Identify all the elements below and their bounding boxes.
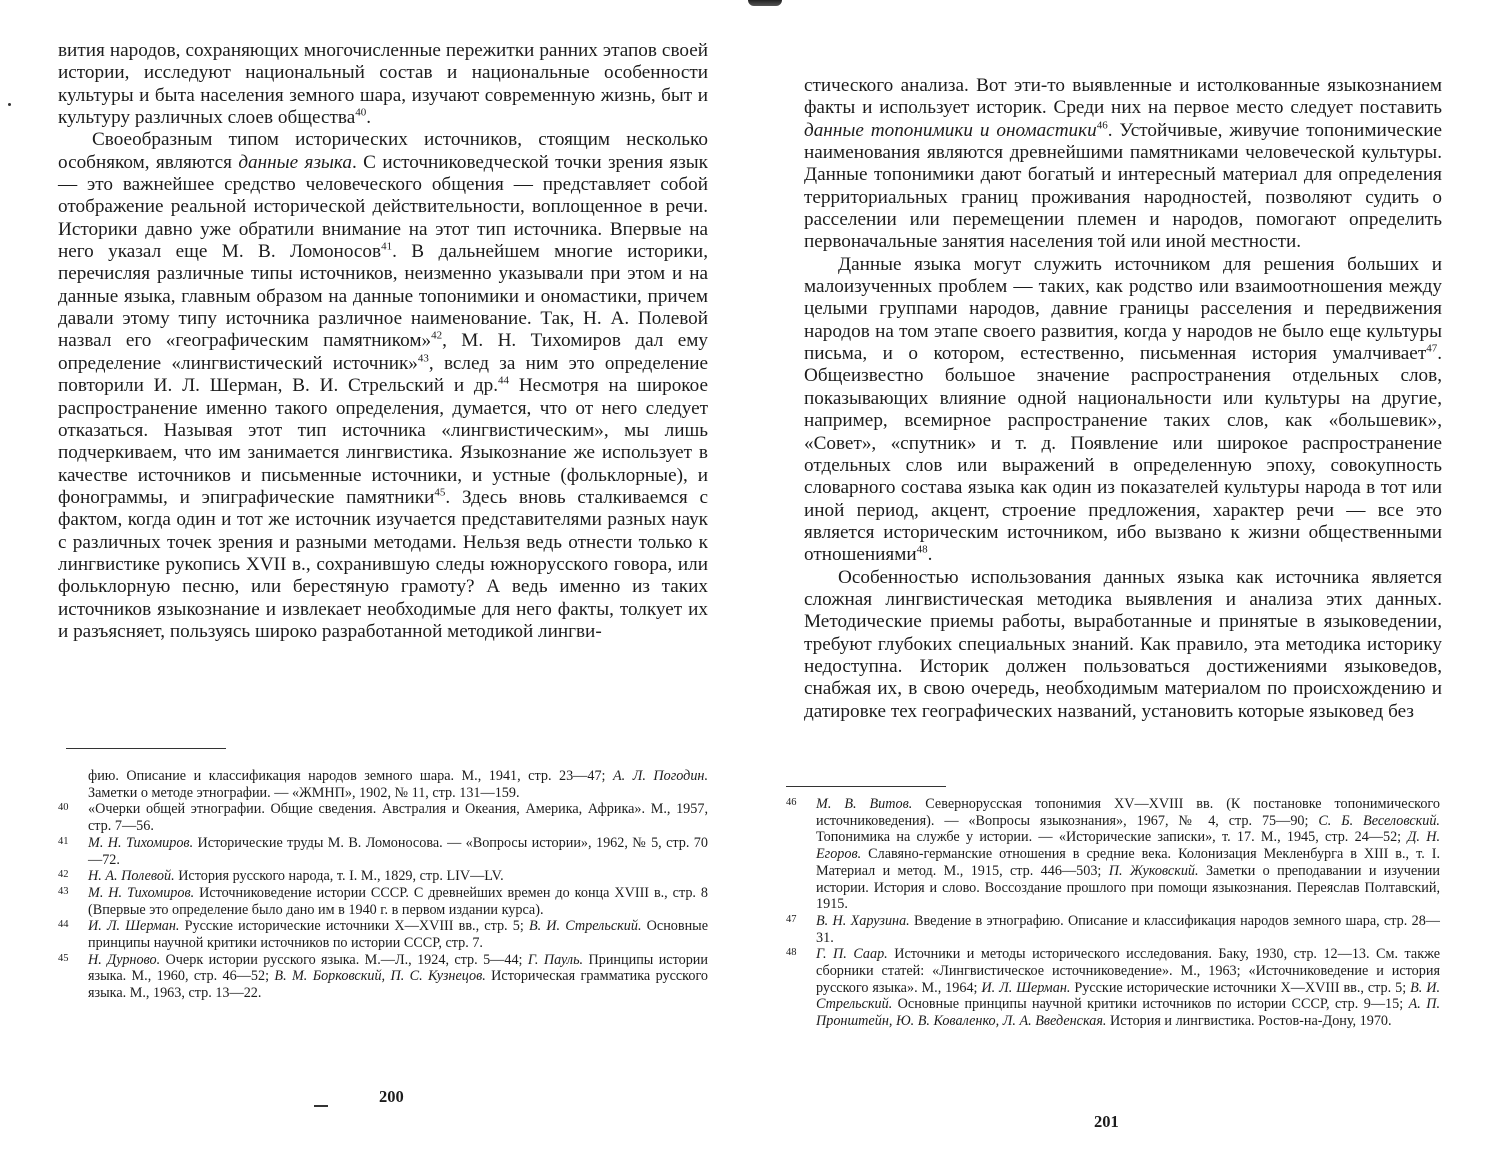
italic-text: В. И. Стрельский. <box>528 918 642 935</box>
footnote-ref: 42 <box>431 330 443 343</box>
italic-text: Г. Пауль. <box>527 951 584 968</box>
footnote-number: 42 <box>58 869 69 881</box>
footnote-ref: 47 <box>1426 342 1438 355</box>
footnote-number: 43 <box>58 885 69 897</box>
italic-text: Д. Н. Егоров. <box>816 829 1440 863</box>
right-main-text <box>804 75 1442 723</box>
footnote-number: 41 <box>58 835 69 847</box>
italic-text: М. В. Витов. <box>816 796 913 812</box>
footnote: 43 М. Н. Тихомиров. Источниковедение истории СССР. С древнейших времен до конца XVIII в., стр. 8 (Впервые это определение было дано им в 1940 г. в первом издании курса). <box>58 884 708 918</box>
footnote-ref: 41 <box>381 240 393 253</box>
italic-text: М. Н. Тихомиров. <box>88 834 194 851</box>
footnote-number: 48 <box>786 947 797 959</box>
footnote-number: 40 <box>58 802 69 814</box>
right-page-number: 201 <box>1094 1112 1119 1131</box>
italic-text: Н. А. Полевой. <box>88 868 175 885</box>
footnote-ref: 48 <box>916 543 928 556</box>
footnote: фию. Описание и классификация народов земного шара. М., 1941, стр. 23—47; А. Л. Погодин. Заметки о методе этнографии. — «ЖМНП», 1902, № 11, стр. 131—159. <box>88 768 708 801</box>
paragraph: Особенностью использования данных языка как источника является сложная лингвистическая методика выявления и анализа этих данных. Методические приемы работы, выработанные и принятые в языковедении, требуют глубоких специальных знаний. Как правило, эта методика историку недоступна. Историк должен пользоваться достижениями языковедов, снабжая их, в свою очередь, необходимым материалом по происхождению и датировке тех географических названий, установить которые языковед без <box>804 566 1442 722</box>
footnote-number: 45 <box>58 952 69 964</box>
footnote-ref: 43 <box>417 352 429 365</box>
footnote-ref: 40 <box>355 106 367 119</box>
italic-text: М. Н. Тихомиров. <box>88 884 195 901</box>
italic-text: В. И. Стрельский. <box>816 979 1440 1013</box>
italic-text: И. Л. Шерман. <box>981 979 1071 996</box>
footnote: 42 Н. А. Полевой. История русского народа, т. I. М., 1829, стр. LIV—LV. <box>58 868 504 885</box>
italic-text: Г. П. Саар. <box>816 946 888 963</box>
left-footnotes <box>58 768 708 1002</box>
footnote: 41 М. Н. Тихомиров. Исторические труды М. В. Ломоносова. — «Вопросы истории», 1962, № 5, стр. 70—72. <box>58 834 708 868</box>
italic-text: данные топонимики и ономастики <box>804 119 1097 141</box>
scan-speck <box>8 103 11 106</box>
italic-text: С. Б. Веселовский. <box>1318 812 1440 829</box>
footnote-number: 47 <box>786 913 797 925</box>
footnote-ref: 46 <box>1096 119 1108 132</box>
paragraph: Данные языка могут служить источником для решения больших и малоизученных проблем — таких, как родство или взаимоотношения между целыми группами народов, давние границы расселения и передвижения народов на том этапе своего развития, когда у народов не было еще культуры письма, и о котором, естественно, письменная история умалчивает$^{47}$. Общеизвестно большое значение распространения отдельных слов, показывающих влияние одной национальности или культуры на другие, например, всемирное распространение таких слов, как «большевик», «Совет», «спутник» и т. д. Появление или широкое распространение отдельных слов или выражений в определенную эпоху, совокупность словарного состава языка как один из показателей культуры народа в тот или иной период, акцент, строение предложения, характер речи — все это является историческим источником, ибо вызвано к жизни общественными отношениями$^{48}$. <box>804 253 1442 566</box>
italic-text: В. Н. Харузина. <box>816 912 910 929</box>
italic-text: Н. Дурново. <box>88 951 161 968</box>
italic-text: В. М. Борковский, П. С. Кузнецов. <box>274 968 486 985</box>
footnote: 48 Г. П. Саар. Источники и методы исторического исследования. Баку, 1930, стр. 12—13. См. также сборники статей: «Лингвистическое источниковедение». М., 1963; «Источниковедение и история русского языка». М., 1964; И. Л. Шерман. Русские исторические источники X—XVIII вв., стр. 5; В. И. Стрельский. Основные принципы научной критики источников по истории СССР, стр. 9—15; А. П. Пронштейн, Ю. В. Коваленко, Л. А. Введенская. История и лингвистика. Ростов-на-Дону, 1970. <box>786 946 1440 1030</box>
footnote: 47 В. Н. Харузина. Введение в этнографию. Описание и классификация народов земного шара, стр. 28—31. <box>786 912 1440 946</box>
footnote-ref: 44 <box>498 374 510 387</box>
left-footnote-rule <box>66 748 226 749</box>
footnote-number: 44 <box>58 919 69 931</box>
left-main-text <box>58 40 708 643</box>
footnote-number: 46 <box>786 797 797 808</box>
paragraph: вития народов, сохраняющих многочисленные пережитки ранних этапов своей истории, исследуют национальный состав и национальные особенности культуры и быта населения земного шара, изучают современную жизнь, быт и культуру различных слоев общества$^{40}$. <box>58 40 708 129</box>
footnote: 40 «Очерки общей этнографии. Общие сведения. Австралия и Океания, Америка, Африка». М., 1957, стр. 7—56. <box>58 801 708 835</box>
footnote-ref: 45 <box>434 486 446 499</box>
paragraph: стического анализа. Вот эти-то выявленные и истолкованные языкознанием факты и использует историк. Среди них на первое место следует поставить данные топонимики и ономастики$^{46}$. Устойчивые, живучие топонимические наименования являются древнейшими памятниками человеческой культуры. Данные топонимики дают богатый и интересный материал для определения территориальных границ проживания народностей, позволяют судить о расселении или перемещении племен и народов, помогают определить первоначальные занятия населения той или иной местности. <box>804 75 1443 253</box>
footnote: 44 И. Л. Шерман. Русские исторические источники X—XVIII вв., стр. 5; В. И. Стрельский. Основные принципы научной критики источников по истории СССР, стр. 7. <box>58 918 708 952</box>
italic-text: И. Л. Шерман. <box>88 918 180 935</box>
italic-text: А. П. Пронштейн, Ю. В. Коваленко, Л. А. Введенская. <box>816 996 1440 1030</box>
scan-edge-mark <box>748 0 782 6</box>
paragraph: Своеобразным типом исторических источников, стоящим несколько особняком, являются данные языка. С источниковедческой точки зрения язык — это важнейшее средство человеческого общения — представляет собой отображение реальной исторической действительности, воплощенное в речи. Историки давно уже обратили внимание на этот тип источника. Впервые на него указал еще М. В. Ломоносов$^{41}$. В дальнейшем многие историки, перечисляя различные типы источников, неизменно указывали при этом и на данные языка, главным образом на данные топонимики и ономастики, причем давали этому типу источника различное наименование. Так, Н. А. Полевой назвал его «географическим памятником»$^{42}$, М. Н. Тихомиров дал ему определение «лингвистический источник»$^{43}$, вслед за ним это определение повторили И. Л. Шерман, В. И. Стрельский и др.$^{44}$ Несмотря на широкое распространение именно такого определения, думается, что от него следует отказаться. Называя этот тип источника «лингвистическим», мы лишь подчеркиваем, что им занимается лингвистика. Языкознание же использует в качестве источников и письменные источники, и устные (фольклорные), и фонограммы, и эпиграфические памятники$^{45}$. Здесь вновь сталкиваемся с фактом, когда один и тот же источник изучается представителями разных наук с различных точек зрения и разными методами. Нельзя ведь отнести только к лингвистике рукопись XVII в., сохранившую следы южнорусского говора, или фольклорную песню, или берестяную грамоту? А ведь именно из таких источников языкознание и извлекает необходимые для него факты, толкует их и разъясняет, пользуясь широко разработанной методикой лингви- <box>58 129 709 642</box>
italic-text: П. Жуковский. <box>1108 862 1199 879</box>
footnote: 45 Н. Дурново. Очерк истории русского языка. М.—Л., 1924, стр. 5—44; Г. Пауль. Принципы истории языка. М., 1960, стр. 46—52; В. М. Борковский, П. С. Кузнецов. Историческая грамматика русского языка. М., 1963, стр. 13—22. <box>58 951 709 1002</box>
right-footnote-rule <box>786 786 946 787</box>
left-page-number: 200 <box>379 1087 404 1106</box>
italic-text: А. Л. Погодин. <box>613 768 708 784</box>
right-footnotes <box>786 796 1440 1030</box>
scan-dash-mark <box>314 1105 328 1107</box>
italic-text: данные языка <box>238 151 353 173</box>
footnote: 46 М. В. Витов. Севернорусская топонимия XV—XVIII вв. (К постановке топонимического источниковедения). — «Вопросы языкознания», 1967, № 4, стр. 75—90; С. Б. Веселовский. Топонимика на службе у истории. — «Исторические записки», т. 17. М., 1945, стр. 24—52; Д. Н. Егоров. Славяно-германские отношения в средние века. Колонизация Мекленбурга в XIII в., т. I. Материал и метод. М., 1915, стр. 446—503; П. Жуковский. Заметки о преподавании и изучении истории. История и слово. Воссоздание прошлого при помощи языкознания. Переяслав Полтавский, 1915. <box>786 796 1440 913</box>
